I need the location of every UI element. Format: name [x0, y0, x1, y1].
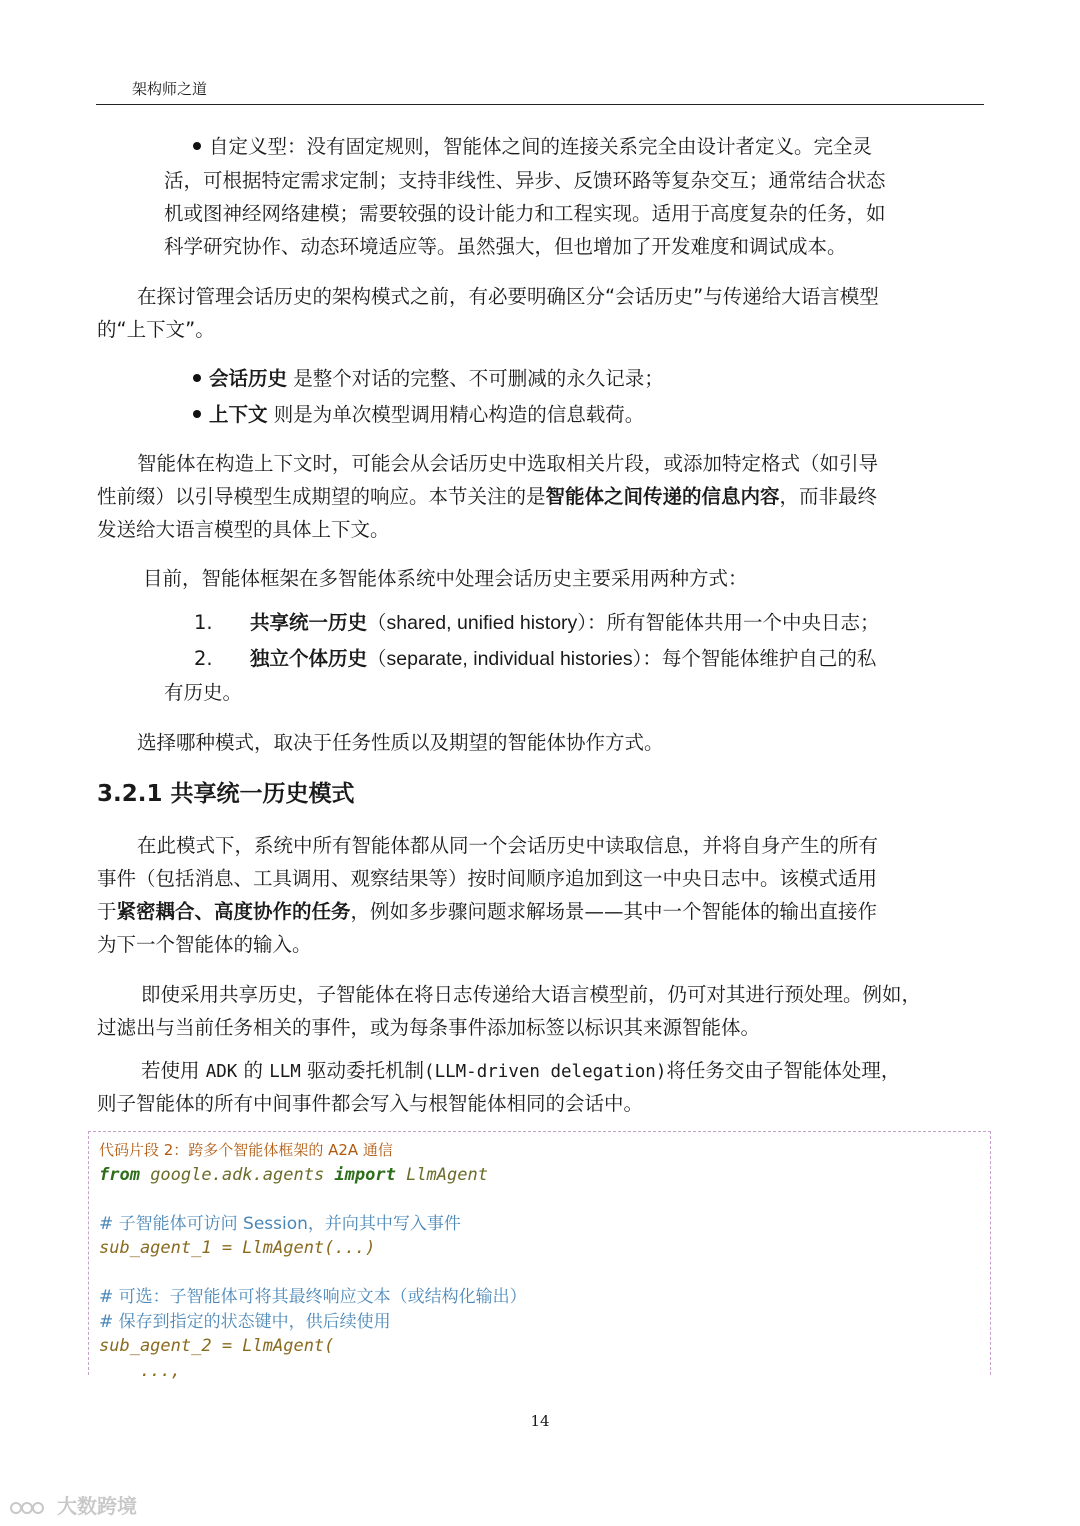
watermark-logo-icon [10, 1498, 50, 1518]
list-item-2-cont: 有历史。 [164, 681, 243, 704]
bullet-dot-icon [193, 142, 201, 150]
code-caption: 代码片段 2：跨多个智能体框架的 A2A 通信 [99, 1141, 393, 1159]
para-mode-line2: 事件（包括消息、工具调用、观察结果等）按时间顺序追加到这一中央日志中。该模式适用 [97, 867, 878, 890]
bullet-custom-line2: 活，可根据特定需求定制；支持非线性、异步、反馈环路等复杂交互；通常结合状态 [164, 169, 886, 192]
section-heading: 3.2.1 共享统一历史模式 [97, 781, 355, 807]
para-intro-line2: 的“上下文”。 [97, 318, 215, 341]
list-item-2: 2. 独立个体历史（separate, individual histories）：每个智能体维护自己的私 [194, 647, 877, 670]
page-header [96, 78, 984, 105]
code-line-ellipsis: ..., [99, 1360, 181, 1381]
para-preprocess-line2: 过滤出与当前任务相关的事件，或为每条事件添加标签以标识其来源智能体。 [97, 1016, 761, 1039]
bullet-custom-line4: 科学研究协作、动态环境适应等。虽然强大，但也增加了开发难度和调试成本。 [164, 235, 847, 258]
code-comment-2: # 可选：子智能体可将其最终响应文本（或结构化输出） [99, 1287, 527, 1307]
bullet-custom-line3: 机或图神经网络建模；需要较强的设计能力和工程实现。适用于高度复杂的任务，如 [164, 202, 886, 225]
para-mode-line1: 在此模式下，系统中所有智能体都从同一个会话历史中读取信息，并将自身产生的所有 [137, 834, 879, 857]
para-mode-line4: 为下一个智能体的输入。 [97, 933, 312, 956]
bullet-history: 会话历史 是整个对话的完整、不可删减的永久记录； [193, 362, 664, 396]
para-preprocess-line1: 即使采用共享历史，子智能体在将日志传递给大语言模型前，仍可对其进行预处理。例如， [141, 983, 922, 1006]
watermark: 大数跨境 [10, 1490, 137, 1519]
para-context-line1: 智能体在构造上下文时，可能会从会话历史中选取相关片段，或添加特定格式（如引导 [137, 452, 879, 475]
header-title: 架构师之道 [132, 80, 208, 98]
para-context-line3: 发送给大语言模型的具体上下文。 [97, 518, 390, 541]
bullet-dot-icon [193, 410, 201, 418]
bullet-context: 上下文 则是为单次模型调用精心构造的信息载荷。 [193, 398, 644, 432]
para-context-line2: 性前缀）以引导模型生成期望的响应。本节关注的是智能体之间传递的信息内容，而非最终 [97, 485, 878, 508]
page-number: 14 [530, 1412, 550, 1430]
bullet-dot-icon [193, 374, 201, 382]
code-comment-1: # 子智能体可访问 Session，并向其中写入事件 [99, 1213, 461, 1234]
para-adk-line2: 则子智能体的所有中间事件都会写入与根智能体相同的会话中。 [97, 1092, 644, 1115]
para-choose: 选择哪种模式，取决于任务性质以及期望的智能体协作方式。 [137, 731, 664, 754]
para-adk-line1: 若使用 ADK 的 LLM 驱动委托机制(LLM-driven delegation)将任务交由子智能体处理， [141, 1059, 901, 1082]
code-line-sub-agent-2: sub_agent_2 = LlmAgent( [99, 1336, 335, 1356]
code-line-import: from google.adk.agents import LlmAgent [99, 1164, 488, 1185]
para-mode-line3: 于紧密耦合、高度协作的任务，例如多步骤问题求解场景——其中一个智能体的输出直接作 [97, 900, 878, 923]
code-comment-3: # 保存到指定的状态键中，供后续使用 [99, 1311, 391, 1332]
para-intro-line1: 在探讨管理会话历史的架构模式之前，有必要明确区分“会话历史”与传递给大语言模型 [137, 285, 879, 308]
code-line-sub-agent-1: sub_agent_1 = LlmAgent(...) [99, 1238, 376, 1258]
bullet-custom-line1: 自定义型：没有固定规则，智能体之间的连接关系完全由设计者定义。完全灵 [193, 130, 872, 164]
para-current: 目前，智能体框架在多智能体系统中处理会话历史主要采用两种方式： [143, 567, 748, 590]
code-snippet [88, 1131, 991, 1381]
list-item-1: 1. 共享统一历史（shared, unified history）：所有智能体共用一个中央日志； [194, 611, 880, 634]
